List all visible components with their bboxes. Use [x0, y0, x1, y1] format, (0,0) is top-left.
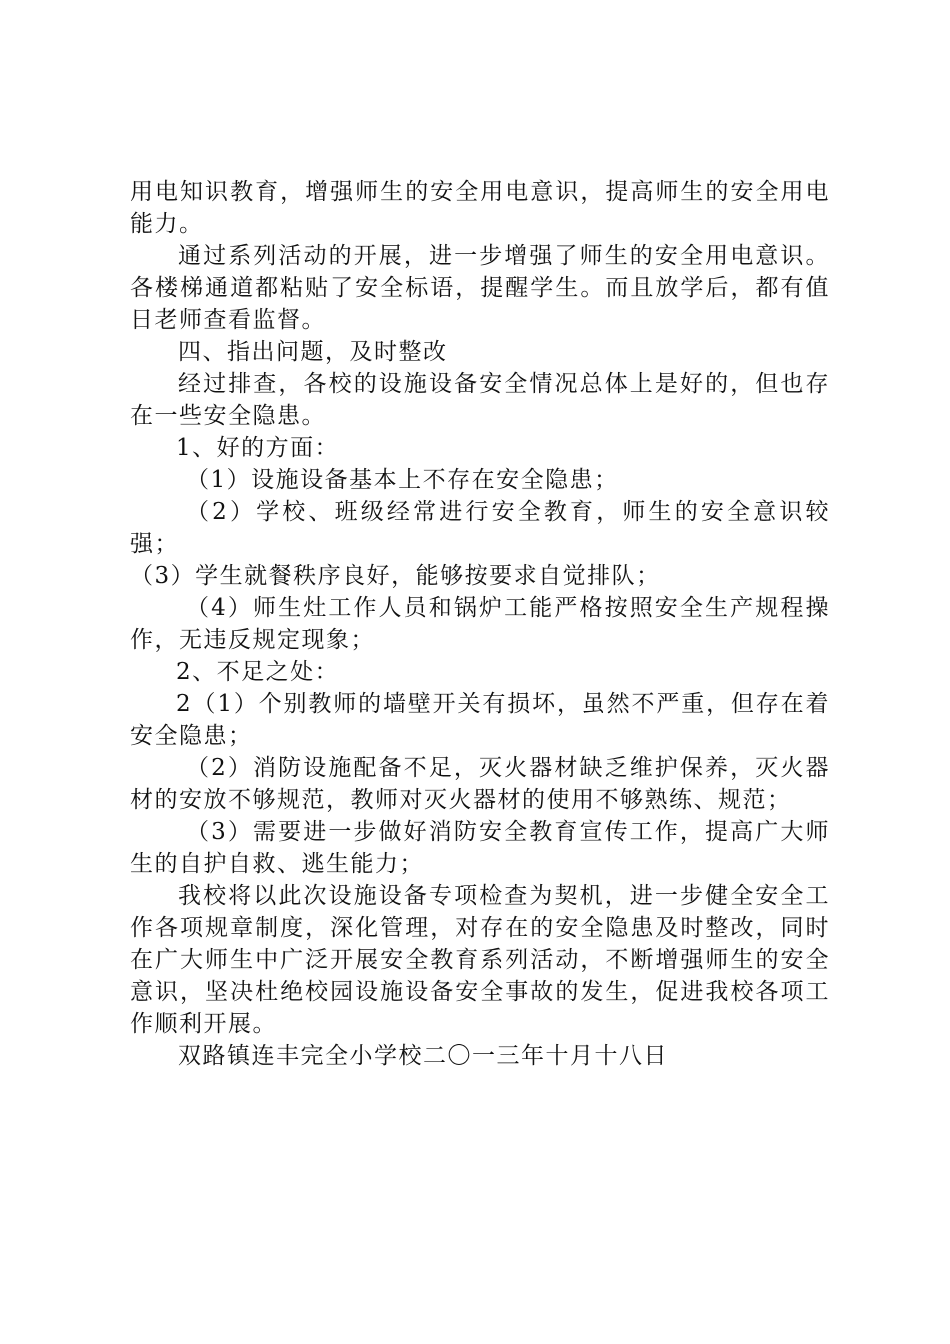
paragraph-activities-result: 通过系列活动的开展，进一步增强了师生的安全用电意识。各楼梯通道都粘贴了安全标语，提醒学生。而且放学后，都有值日老师查看监督。	[130, 243, 830, 333]
subheading-good-aspects: 1、好的方面：	[176, 435, 340, 461]
section-heading-issues: 四、指出问题，及时整改	[178, 339, 448, 365]
list-item-shortcoming-3: （3）需要进一步做好消防安全教育宣传工作，提高广大师生的自护自救、逃生能力；	[130, 819, 830, 877]
list-item-good-4: （4）师生灶工作人员和锅炉工能严格按照安全生产规程操作，无违反规定现象；	[130, 595, 830, 653]
list-item-good-1: （1）设施设备基本上不存在安全隐患；	[186, 467, 619, 493]
paragraph-inspection-summary: 经过排查，各校的设施设备安全情况总体上是好的，但也存在一些安全隐患。	[130, 371, 830, 429]
document-body	[130, 176, 830, 1072]
list-item-good-3: （3）学生就餐秩序良好，能够按要求自觉排队；	[130, 563, 661, 589]
list-item-shortcoming-2: （2）消防设施配备不足，灭火器材缺乏维护保养，灭火器材的安放不够规范，教师对灭火器材的使用不够熟练、规范；	[130, 755, 830, 813]
list-item-good-2: （2）学校、班级经常进行安全教育，师生的安全意识较强；	[130, 499, 830, 557]
paragraph-conclusion: 我校将以此次设施设备专项检查为契机，进一步健全安全工作各项规章制度，深化管理，对存在的安全隐患及时整改，同时在广大师生中广泛开展安全教育系列活动，不断增强师生的安全意识，坚决杜绝校园设施设备安全事故的发生，促进我校各项工作顺利开展。	[130, 883, 830, 1037]
paragraph-electrical-education: 用电知识教育，增强师生的安全用电意识，提高师生的安全用电能力。	[130, 179, 830, 237]
list-item-shortcoming-1: 2（1）个别教师的墙壁开关有损坏，虽然不严重，但存在着安全隐患；	[130, 691, 830, 749]
signature-date-line: 双路镇连丰完全小学校二〇一三年十月十八日	[178, 1043, 668, 1069]
subheading-shortcomings: 2、不足之处：	[176, 659, 340, 685]
